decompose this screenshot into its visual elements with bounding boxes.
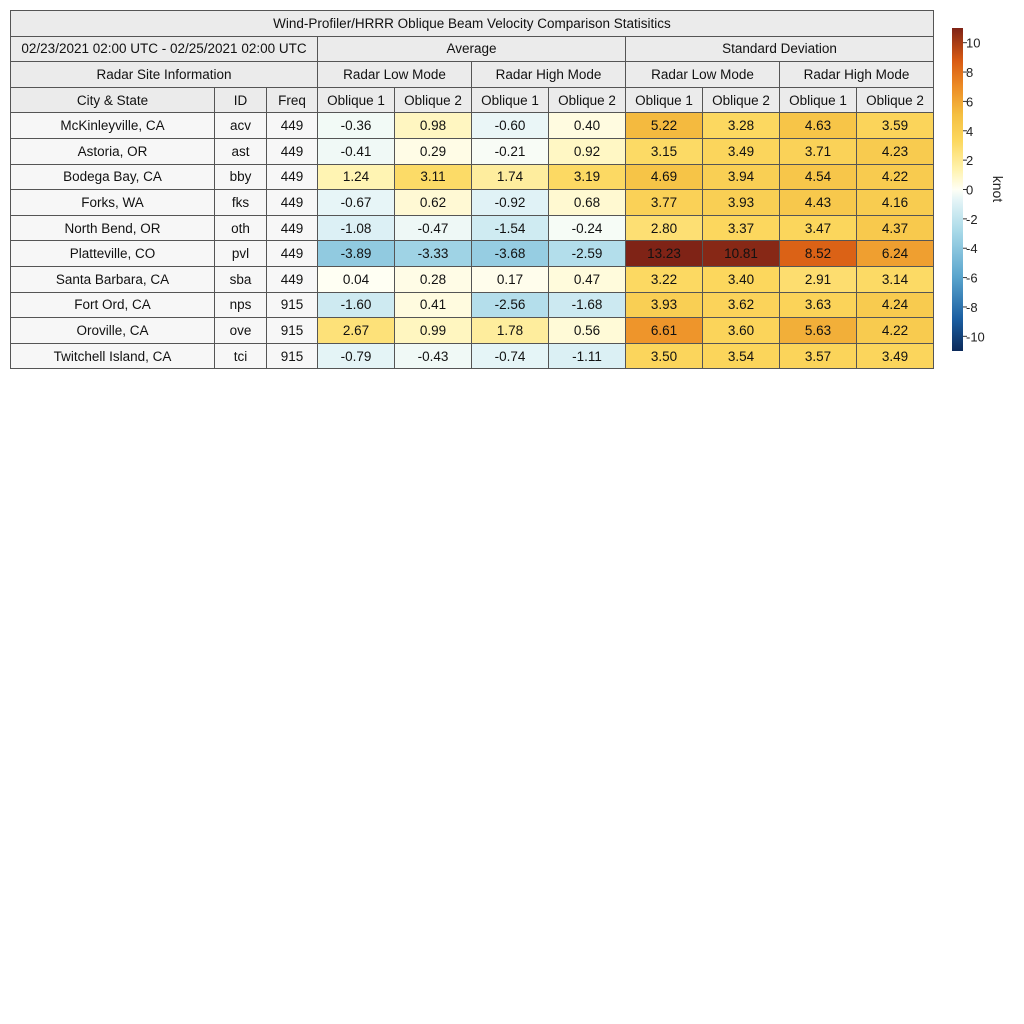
cell-std-high-oblique-1: 3.57 [780, 343, 857, 369]
cell-std-high-oblique-2: 4.37 [857, 215, 934, 241]
cell-std-low-oblique-1: 3.50 [626, 343, 703, 369]
avg-high-mode-header: Radar High Mode [472, 62, 626, 88]
mode-header-row [11, 62, 934, 88]
cell-city: Forks, WA [11, 190, 215, 216]
cell-freq: 449 [267, 266, 318, 292]
cell-city: North Bend, OR [11, 215, 215, 241]
col-header-std-low-oblique-1: Oblique 1 [626, 87, 703, 113]
cell-city: Platteville, CO [11, 241, 215, 267]
cell-std-low-oblique-1: 13.23 [626, 241, 703, 267]
cell-std-high-oblique-1: 3.47 [780, 215, 857, 241]
cell-freq: 449 [267, 190, 318, 216]
cell-std-high-oblique-1: 2.91 [780, 266, 857, 292]
table-row [11, 292, 934, 318]
colorbar-tick-label: -10 [966, 329, 985, 345]
col-header-freq: Freq [267, 87, 318, 113]
cell-avg-high-oblique-1: -0.74 [472, 343, 549, 369]
stats-table [10, 10, 934, 369]
cell-avg-high-oblique-2: -1.11 [549, 343, 626, 369]
colorbar-tick-label: -6 [966, 270, 978, 286]
colorbar-tick-label: -4 [966, 241, 978, 257]
cell-city: Santa Barbara, CA [11, 266, 215, 292]
cell-avg-low-oblique-1: 2.67 [318, 318, 395, 344]
colorbar-tick-label: 6 [966, 94, 974, 110]
cell-std-high-oblique-2: 4.23 [857, 138, 934, 164]
cell-avg-low-oblique-1: 0.04 [318, 266, 395, 292]
colorbar-tick-label: -2 [966, 211, 978, 227]
cell-avg-low-oblique-1: -0.36 [318, 113, 395, 139]
cell-std-high-oblique-1: 3.63 [780, 292, 857, 318]
cell-std-low-oblique-2: 3.94 [703, 164, 780, 190]
colorbar-gradient [952, 28, 963, 351]
cell-std-high-oblique-2: 4.16 [857, 190, 934, 216]
cell-freq: 449 [267, 164, 318, 190]
cell-freq: 449 [267, 241, 318, 267]
cell-std-low-oblique-2: 3.93 [703, 190, 780, 216]
table-row [11, 113, 934, 139]
colorbar-tick-label: -8 [966, 299, 978, 315]
cell-std-low-oblique-2: 3.37 [703, 215, 780, 241]
cell-std-high-oblique-2: 3.59 [857, 113, 934, 139]
cell-avg-high-oblique-1: -2.56 [472, 292, 549, 318]
col-header-avg-high-oblique-1: Oblique 1 [472, 87, 549, 113]
std-high-mode-header: Radar High Mode [780, 62, 934, 88]
cell-id: fks [215, 190, 267, 216]
colorbar-tick-label: 10 [966, 35, 981, 51]
col-header-std-low-oblique-2: Oblique 2 [703, 87, 780, 113]
table-title: Wind-Profiler/HRRR Oblique Beam Velocity Comparison Statisitics [11, 11, 934, 37]
cell-avg-low-oblique-2: 0.28 [395, 266, 472, 292]
cell-city: Oroville, CA [11, 318, 215, 344]
cell-freq: 449 [267, 138, 318, 164]
col-header-id: ID [215, 87, 267, 113]
cell-freq: 915 [267, 318, 318, 344]
cell-std-high-oblique-2: 4.22 [857, 318, 934, 344]
cell-std-low-oblique-2: 3.28 [703, 113, 780, 139]
cell-id: pvl [215, 241, 267, 267]
cell-std-low-oblique-2: 10.81 [703, 241, 780, 267]
colorbar-ticks [963, 36, 985, 345]
cell-avg-low-oblique-1: -0.67 [318, 190, 395, 216]
title-row [11, 11, 934, 37]
cell-std-low-oblique-1: 3.77 [626, 190, 703, 216]
cell-std-high-oblique-2: 4.24 [857, 292, 934, 318]
std-low-mode-header: Radar Low Mode [626, 62, 780, 88]
cell-avg-low-oblique-2: -0.43 [395, 343, 472, 369]
cell-avg-high-oblique-1: 1.78 [472, 318, 549, 344]
cell-avg-low-oblique-1: -1.60 [318, 292, 395, 318]
group-header-row [11, 36, 934, 62]
col-header-std-high-oblique-1: Oblique 1 [780, 87, 857, 113]
cell-freq: 449 [267, 215, 318, 241]
cell-freq: 915 [267, 343, 318, 369]
table-row [11, 138, 934, 164]
cell-city: Twitchell Island, CA [11, 343, 215, 369]
cell-avg-low-oblique-2: 0.41 [395, 292, 472, 318]
cell-avg-high-oblique-1: 0.17 [472, 266, 549, 292]
cell-id: oth [215, 215, 267, 241]
cell-std-high-oblique-1: 3.71 [780, 138, 857, 164]
colorbar-tick-label: 4 [966, 123, 974, 139]
cell-freq: 449 [267, 113, 318, 139]
cell-freq: 915 [267, 292, 318, 318]
cell-avg-high-oblique-1: -0.60 [472, 113, 549, 139]
col-header-std-high-oblique-2: Oblique 2 [857, 87, 934, 113]
cell-city: Fort Ord, CA [11, 292, 215, 318]
col-header-avg-low-oblique-2: Oblique 2 [395, 87, 472, 113]
cell-avg-low-oblique-2: 0.29 [395, 138, 472, 164]
col-header-avg-high-oblique-2: Oblique 2 [549, 87, 626, 113]
table-row [11, 190, 934, 216]
cell-std-low-oblique-1: 5.22 [626, 113, 703, 139]
table-row [11, 343, 934, 369]
cell-std-low-oblique-1: 3.22 [626, 266, 703, 292]
cell-std-high-oblique-1: 4.54 [780, 164, 857, 190]
cell-std-low-oblique-2: 3.49 [703, 138, 780, 164]
cell-avg-low-oblique-2: 0.98 [395, 113, 472, 139]
cell-avg-high-oblique-2: 0.68 [549, 190, 626, 216]
cell-avg-low-oblique-1: -0.41 [318, 138, 395, 164]
table-row [11, 241, 934, 267]
cell-std-low-oblique-2: 3.40 [703, 266, 780, 292]
cell-id: nps [215, 292, 267, 318]
cell-std-high-oblique-2: 6.24 [857, 241, 934, 267]
table-row [11, 215, 934, 241]
cell-std-high-oblique-1: 5.63 [780, 318, 857, 344]
colorbar-tick-label: 2 [966, 153, 974, 169]
cell-std-low-oblique-1: 3.15 [626, 138, 703, 164]
cell-std-low-oblique-1: 3.93 [626, 292, 703, 318]
cell-avg-low-oblique-2: 0.99 [395, 318, 472, 344]
cell-id: ove [215, 318, 267, 344]
cell-std-high-oblique-1: 4.63 [780, 113, 857, 139]
col-header-city: City & State [11, 87, 215, 113]
cell-city: Astoria, OR [11, 138, 215, 164]
cell-std-low-oblique-1: 2.80 [626, 215, 703, 241]
col-header-avg-low-oblique-1: Oblique 1 [318, 87, 395, 113]
cell-std-high-oblique-1: 8.52 [780, 241, 857, 267]
cell-city: Bodega Bay, CA [11, 164, 215, 190]
site-info-header: Radar Site Information [11, 62, 318, 88]
cell-avg-high-oblique-1: -0.21 [472, 138, 549, 164]
colorbar-label: knot [990, 175, 1006, 203]
cell-avg-high-oblique-2: -0.24 [549, 215, 626, 241]
std-dev-header: Standard Deviation [626, 36, 934, 62]
cell-avg-high-oblique-2: 3.19 [549, 164, 626, 190]
table-row [11, 266, 934, 292]
cell-avg-high-oblique-1: -1.54 [472, 215, 549, 241]
cell-std-low-oblique-1: 6.61 [626, 318, 703, 344]
cell-avg-high-oblique-2: 0.47 [549, 266, 626, 292]
cell-id: sba [215, 266, 267, 292]
cell-avg-low-oblique-2: -3.33 [395, 241, 472, 267]
cell-id: acv [215, 113, 267, 139]
cell-avg-low-oblique-2: 3.11 [395, 164, 472, 190]
cell-avg-high-oblique-2: -1.68 [549, 292, 626, 318]
cell-id: tci [215, 343, 267, 369]
cell-avg-high-oblique-1: -3.68 [472, 241, 549, 267]
cell-std-high-oblique-2: 3.49 [857, 343, 934, 369]
date-range: 02/23/2021 02:00 UTC - 02/25/2021 02:00 UTC [11, 36, 318, 62]
cell-std-low-oblique-1: 4.69 [626, 164, 703, 190]
cell-id: bby [215, 164, 267, 190]
cell-avg-low-oblique-2: -0.47 [395, 215, 472, 241]
average-header: Average [318, 36, 626, 62]
cell-id: ast [215, 138, 267, 164]
avg-low-mode-header: Radar Low Mode [318, 62, 472, 88]
cell-avg-high-oblique-1: 1.74 [472, 164, 549, 190]
cell-std-low-oblique-2: 3.60 [703, 318, 780, 344]
cell-std-high-oblique-2: 3.14 [857, 266, 934, 292]
colorbar-tick-label: 0 [966, 182, 974, 198]
cell-avg-low-oblique-1: -0.79 [318, 343, 395, 369]
cell-avg-high-oblique-1: -0.92 [472, 190, 549, 216]
cell-avg-low-oblique-1: -1.08 [318, 215, 395, 241]
column-header-row [11, 87, 934, 113]
cell-city: McKinleyville, CA [11, 113, 215, 139]
cell-std-low-oblique-2: 3.54 [703, 343, 780, 369]
cell-avg-high-oblique-2: 0.56 [549, 318, 626, 344]
table-row [11, 318, 934, 344]
cell-std-high-oblique-2: 4.22 [857, 164, 934, 190]
cell-std-high-oblique-1: 4.43 [780, 190, 857, 216]
cell-avg-low-oblique-1: 1.24 [318, 164, 395, 190]
cell-avg-high-oblique-2: 0.40 [549, 113, 626, 139]
table-row [11, 164, 934, 190]
cell-avg-high-oblique-2: -2.59 [549, 241, 626, 267]
colorbar [950, 28, 1010, 354]
colorbar-tick-label: 8 [966, 65, 974, 81]
cell-std-low-oblique-2: 3.62 [703, 292, 780, 318]
cell-avg-low-oblique-2: 0.62 [395, 190, 472, 216]
cell-avg-low-oblique-1: -3.89 [318, 241, 395, 267]
cell-avg-high-oblique-2: 0.92 [549, 138, 626, 164]
